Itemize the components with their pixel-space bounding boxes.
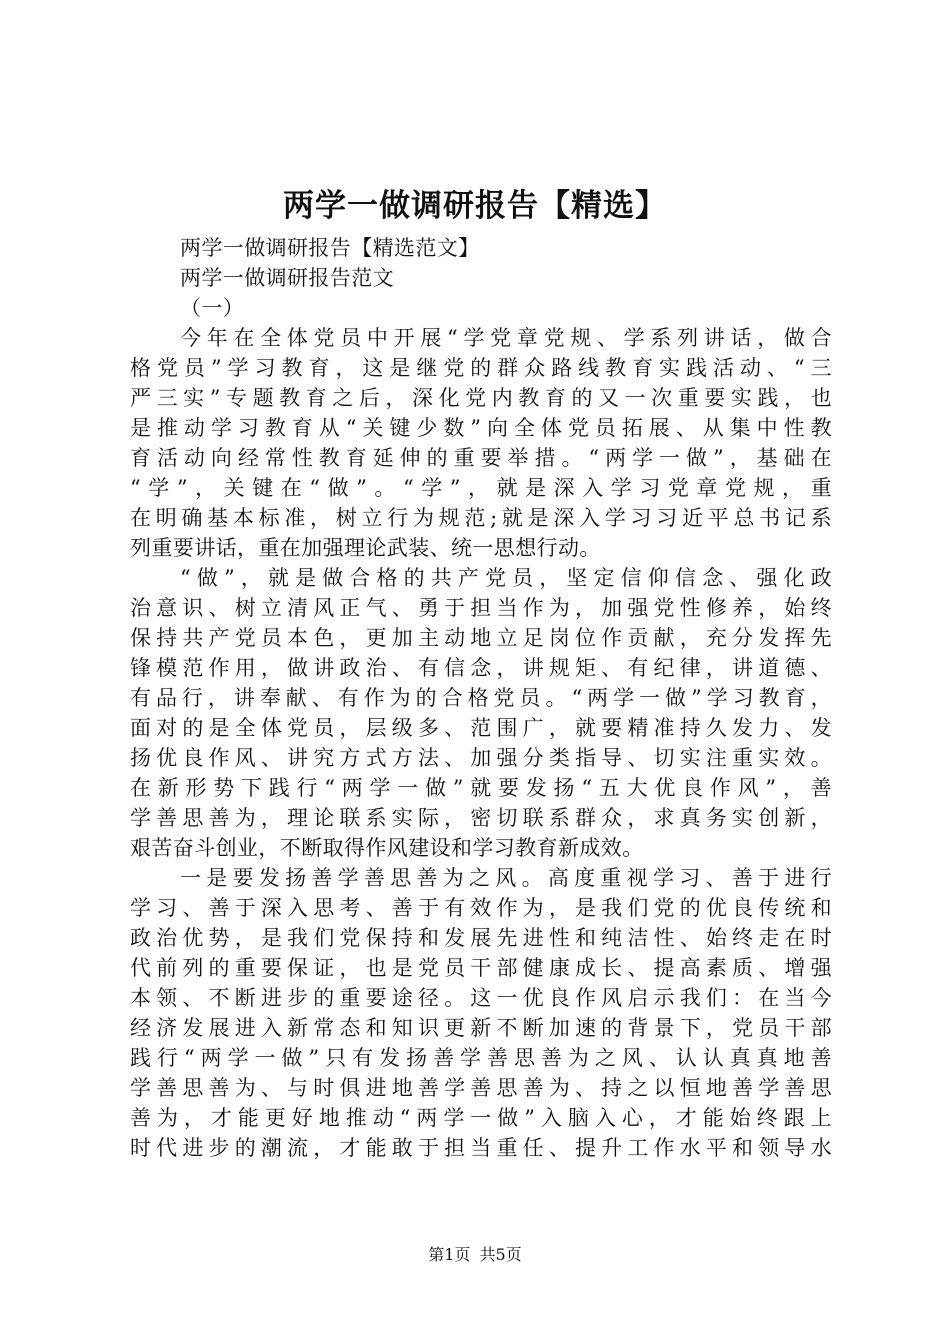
paragraph-line: 在明确基本标准，树立行为规范;就是深入学习习近平总书记系 — [130, 506, 832, 530]
subtitle-line: 两学一做调研报告范文 — [180, 266, 394, 290]
paragraph-line: 面对的是全体党员，层级多、范围广，就要精准持久发力、发 — [130, 716, 832, 740]
paragraph-line: 学善思善为、与时俱进地善学善思善为、持之以恒地善学善思 — [130, 1076, 832, 1100]
paragraph-line: 践行“两学一做”只有发扬善学善思善为之风、认认真真地善 — [130, 1046, 832, 1070]
paragraph-line: 今年在全体党员中开展“学党章党规、学系列讲话，做合 — [180, 326, 832, 350]
paragraph-line: 学善思善为，理论联系实际，密切联系群众，求真务实创新， — [130, 806, 832, 830]
paragraph-line: “做”，就是做合格的共产党员，坚定信仰信念、强化政 — [180, 566, 832, 590]
section-number: （一） — [180, 296, 245, 320]
document-body — [130, 233, 832, 1163]
paragraph-line: 扬优良作风、讲究方式方法、加强分类指导、切实注重实效。 — [130, 746, 832, 770]
paragraph-line: 经济发展进入新常态和知识更新不断加速的背景下，党员干部 — [130, 1016, 832, 1040]
paragraph-line: 政治优势，是我们党保持和发展先进性和纯洁性、始终走在时 — [130, 926, 832, 950]
document-title: 两学一做调研报告【精选】 — [283, 188, 667, 224]
paragraph-line: 列重要讲话，重在加强理论武装、统一思想行动。 — [130, 536, 601, 560]
paragraph-line: “学”，关键在“做”。“学”，就是深入学习党章党规，重 — [130, 476, 832, 500]
paragraph-line: 时代进步的潮流，才能敢于担当重任、提升工作水平和领导水 — [130, 1136, 832, 1160]
paragraph-line: 育活动向经常性教育延伸的重要举措。“两学一做”，基础在 — [130, 446, 832, 470]
paragraph-line: 是推动学习教育从“关键少数”向全体党员拓展、从集中性教 — [130, 416, 832, 440]
paragraph-line: 艰苦奋斗创业，不断取得作风建设和学习教育新成效。 — [130, 836, 644, 860]
paragraph-line: 锋模范作用，做讲政治、有信念，讲规矩、有纪律，讲道德、 — [130, 656, 832, 680]
paragraph-line: 格党员”学习教育，这是继党的群众路线教育实践活动、“三 — [130, 356, 832, 380]
subtitle-line: 两学一做调研报告【精选范文】 — [180, 236, 480, 260]
page-footer: 第1页 共5页 — [428, 1245, 522, 1264]
paragraph-line: 代前列的重要保证，也是党员干部健康成长、提高素质、增强 — [130, 956, 832, 980]
paragraph-line: 有品行，讲奉献、有作为的合格党员。“两学一做”学习教育， — [130, 686, 832, 710]
paragraph-line: 保持共产党员本色，更加主动地立足岗位作贡献，充分发挥先 — [130, 626, 832, 650]
paragraph-line: 本领、不断进步的重要途径。这一优良作风启示我们：在当今 — [130, 986, 832, 1010]
paragraph-line: 在新形势下践行“两学一做”就要发扬“五大优良作风”，善 — [130, 776, 832, 800]
paragraph-line: 严三实”专题教育之后，深化党内教育的又一次重要实践，也 — [130, 386, 832, 410]
paragraph-line: 治意识、树立清风正气、勇于担当作为，加强党性修养，始终 — [130, 596, 832, 620]
paragraph-line: 善为，才能更好地推动“两学一做”入脑入心，才能始终跟上 — [130, 1106, 832, 1130]
paragraph-line: 一是要发扬善学善思善为之风。高度重视学习、善于进行 — [180, 866, 832, 890]
paragraph-line: 学习、善于深入思考、善于有效作为，是我们党的优良传统和 — [130, 896, 832, 920]
